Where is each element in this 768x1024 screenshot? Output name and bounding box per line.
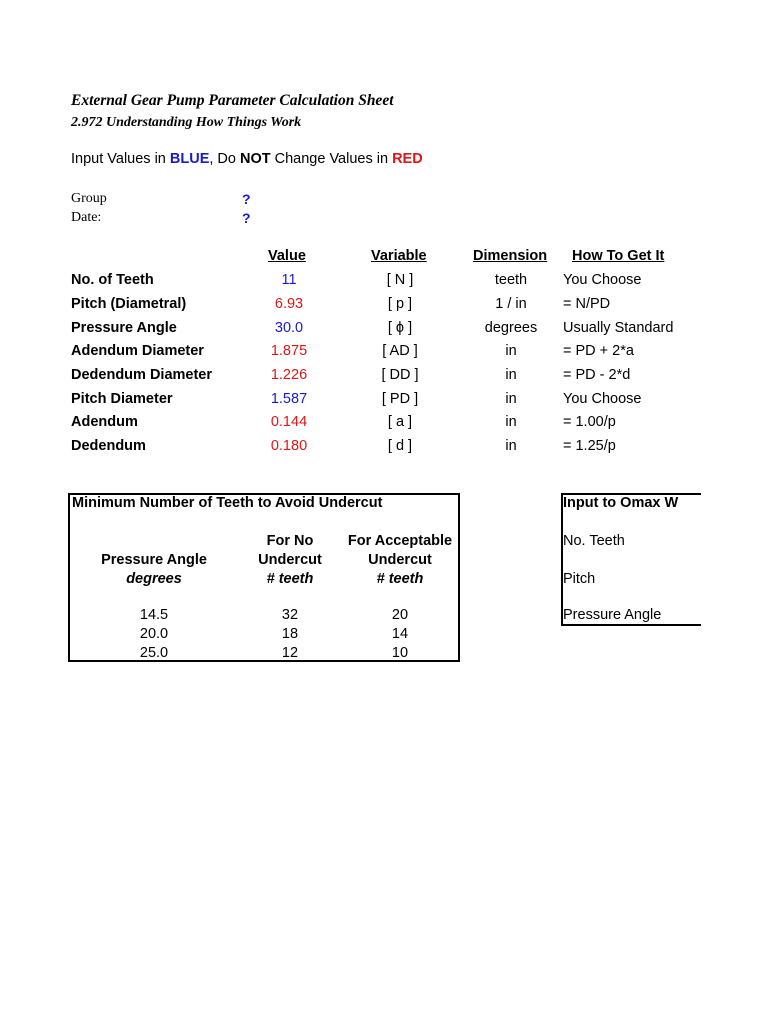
param-how-to-get-it: Usually Standard xyxy=(563,320,674,336)
param-variable: [ d ] xyxy=(387,438,413,454)
date-value[interactable]: ? xyxy=(242,210,251,226)
param-how-to-get-it: = N/PD xyxy=(563,296,611,312)
undercut-no-teeth: 32 xyxy=(281,607,299,623)
col-no-undercut-line2: Undercut xyxy=(258,552,322,568)
param-label: No. of Teeth xyxy=(71,272,154,288)
param-variable: [ DD ] xyxy=(381,367,419,383)
param-how-to-get-it: = PD + 2*a xyxy=(563,343,634,359)
instr-part2: , Do xyxy=(209,151,240,167)
param-how-to-get-it: = PD - 2*d xyxy=(563,367,631,383)
param-label: Pitch Diameter xyxy=(71,391,173,407)
param-label: Pressure Angle xyxy=(71,320,177,336)
param-dimension: 1 / in xyxy=(495,296,527,312)
param-label: Dedendum xyxy=(71,438,146,454)
param-dimension: in xyxy=(505,414,517,430)
param-dimension: in xyxy=(505,391,517,407)
header-variable: Variable xyxy=(371,248,427,264)
omax-item-no-teeth: No. Teeth xyxy=(563,533,625,549)
param-dimension: in xyxy=(505,438,517,454)
col-acceptable-line1: For Acceptable xyxy=(347,533,453,549)
param-label: Dedendum Diameter xyxy=(71,367,213,383)
param-value: 0.180 xyxy=(270,438,308,454)
param-value[interactable]: 1.587 xyxy=(270,391,308,407)
sheet-subtitle: 2.972 Understanding How Things Work xyxy=(71,115,302,130)
col-no-undercut-line1: For No xyxy=(266,533,314,549)
param-value: 0.144 xyxy=(270,414,308,430)
param-label: Adendum Diameter xyxy=(71,343,204,359)
instr-part3: Change Values in xyxy=(270,151,393,167)
param-dimension: in xyxy=(505,367,517,383)
undercut-acceptable-teeth: 20 xyxy=(391,607,409,623)
col-no-undercut-line3: # teeth xyxy=(266,571,314,587)
undercut-angle: 25.0 xyxy=(139,645,169,661)
col-degrees-header: degrees xyxy=(126,571,182,587)
col-acceptable-line2: Undercut xyxy=(368,552,432,568)
sheet-title: External Gear Pump Parameter Calculation Sheet xyxy=(71,92,394,109)
param-dimension: in xyxy=(505,343,517,359)
col-pressure-angle-header: Pressure Angle xyxy=(101,552,207,568)
param-variable: [ a ] xyxy=(387,414,413,430)
param-variable: [ PD ] xyxy=(381,391,419,407)
param-variable: [ p ] xyxy=(387,296,413,312)
param-how-to-get-it: You Choose xyxy=(563,272,642,288)
param-value: 1.875 xyxy=(270,343,308,359)
instr-red-word: RED xyxy=(392,151,423,167)
param-value: 6.93 xyxy=(274,296,304,312)
header-value: Value xyxy=(268,248,306,264)
param-how-to-get-it: = 1.00/p xyxy=(563,414,616,430)
param-variable: [ ϕ ] xyxy=(387,320,413,336)
header-dimension: Dimension xyxy=(473,248,548,264)
undercut-no-teeth: 18 xyxy=(281,626,299,642)
undercut-angle: 14.5 xyxy=(139,607,169,623)
param-value[interactable]: 11 xyxy=(281,272,297,288)
undercut-acceptable-teeth: 14 xyxy=(391,626,409,642)
instr-blue-word: BLUE xyxy=(169,151,210,167)
param-dimension: degrees xyxy=(484,320,538,336)
omax-item-pitch: Pitch xyxy=(563,571,596,587)
date-label: Date: xyxy=(71,210,102,225)
header-how-to-get-it: How To Get It xyxy=(572,248,665,264)
instructions-line xyxy=(71,151,423,167)
param-value[interactable]: 30.0 xyxy=(274,320,304,336)
group-label: Group xyxy=(71,191,107,206)
param-variable: [ AD ] xyxy=(382,343,418,359)
omax-box-title: Input to Omax W xyxy=(563,495,679,511)
col-acceptable-line3: # teeth xyxy=(376,571,424,587)
undercut-no-teeth: 12 xyxy=(281,645,299,661)
param-variable: [ N ] xyxy=(386,272,414,288)
instr-not-word: NOT xyxy=(240,151,271,167)
param-how-to-get-it: = 1.25/p xyxy=(563,438,616,454)
param-dimension: teeth xyxy=(494,272,528,288)
undercut-acceptable-teeth: 10 xyxy=(391,645,409,661)
param-label: Adendum xyxy=(71,414,138,430)
instr-part1: Input Values in xyxy=(71,151,170,167)
param-how-to-get-it: You Choose xyxy=(563,391,642,407)
omax-item-pressure-angle: Pressure Angle xyxy=(563,607,662,623)
param-label: Pitch (Diametral) xyxy=(71,296,187,312)
undercut-table-title: Minimum Number of Teeth to Avoid Undercut xyxy=(72,495,383,511)
param-value: 1.226 xyxy=(270,367,308,383)
undercut-angle: 20.0 xyxy=(139,626,169,642)
group-value[interactable]: ? xyxy=(242,191,251,207)
